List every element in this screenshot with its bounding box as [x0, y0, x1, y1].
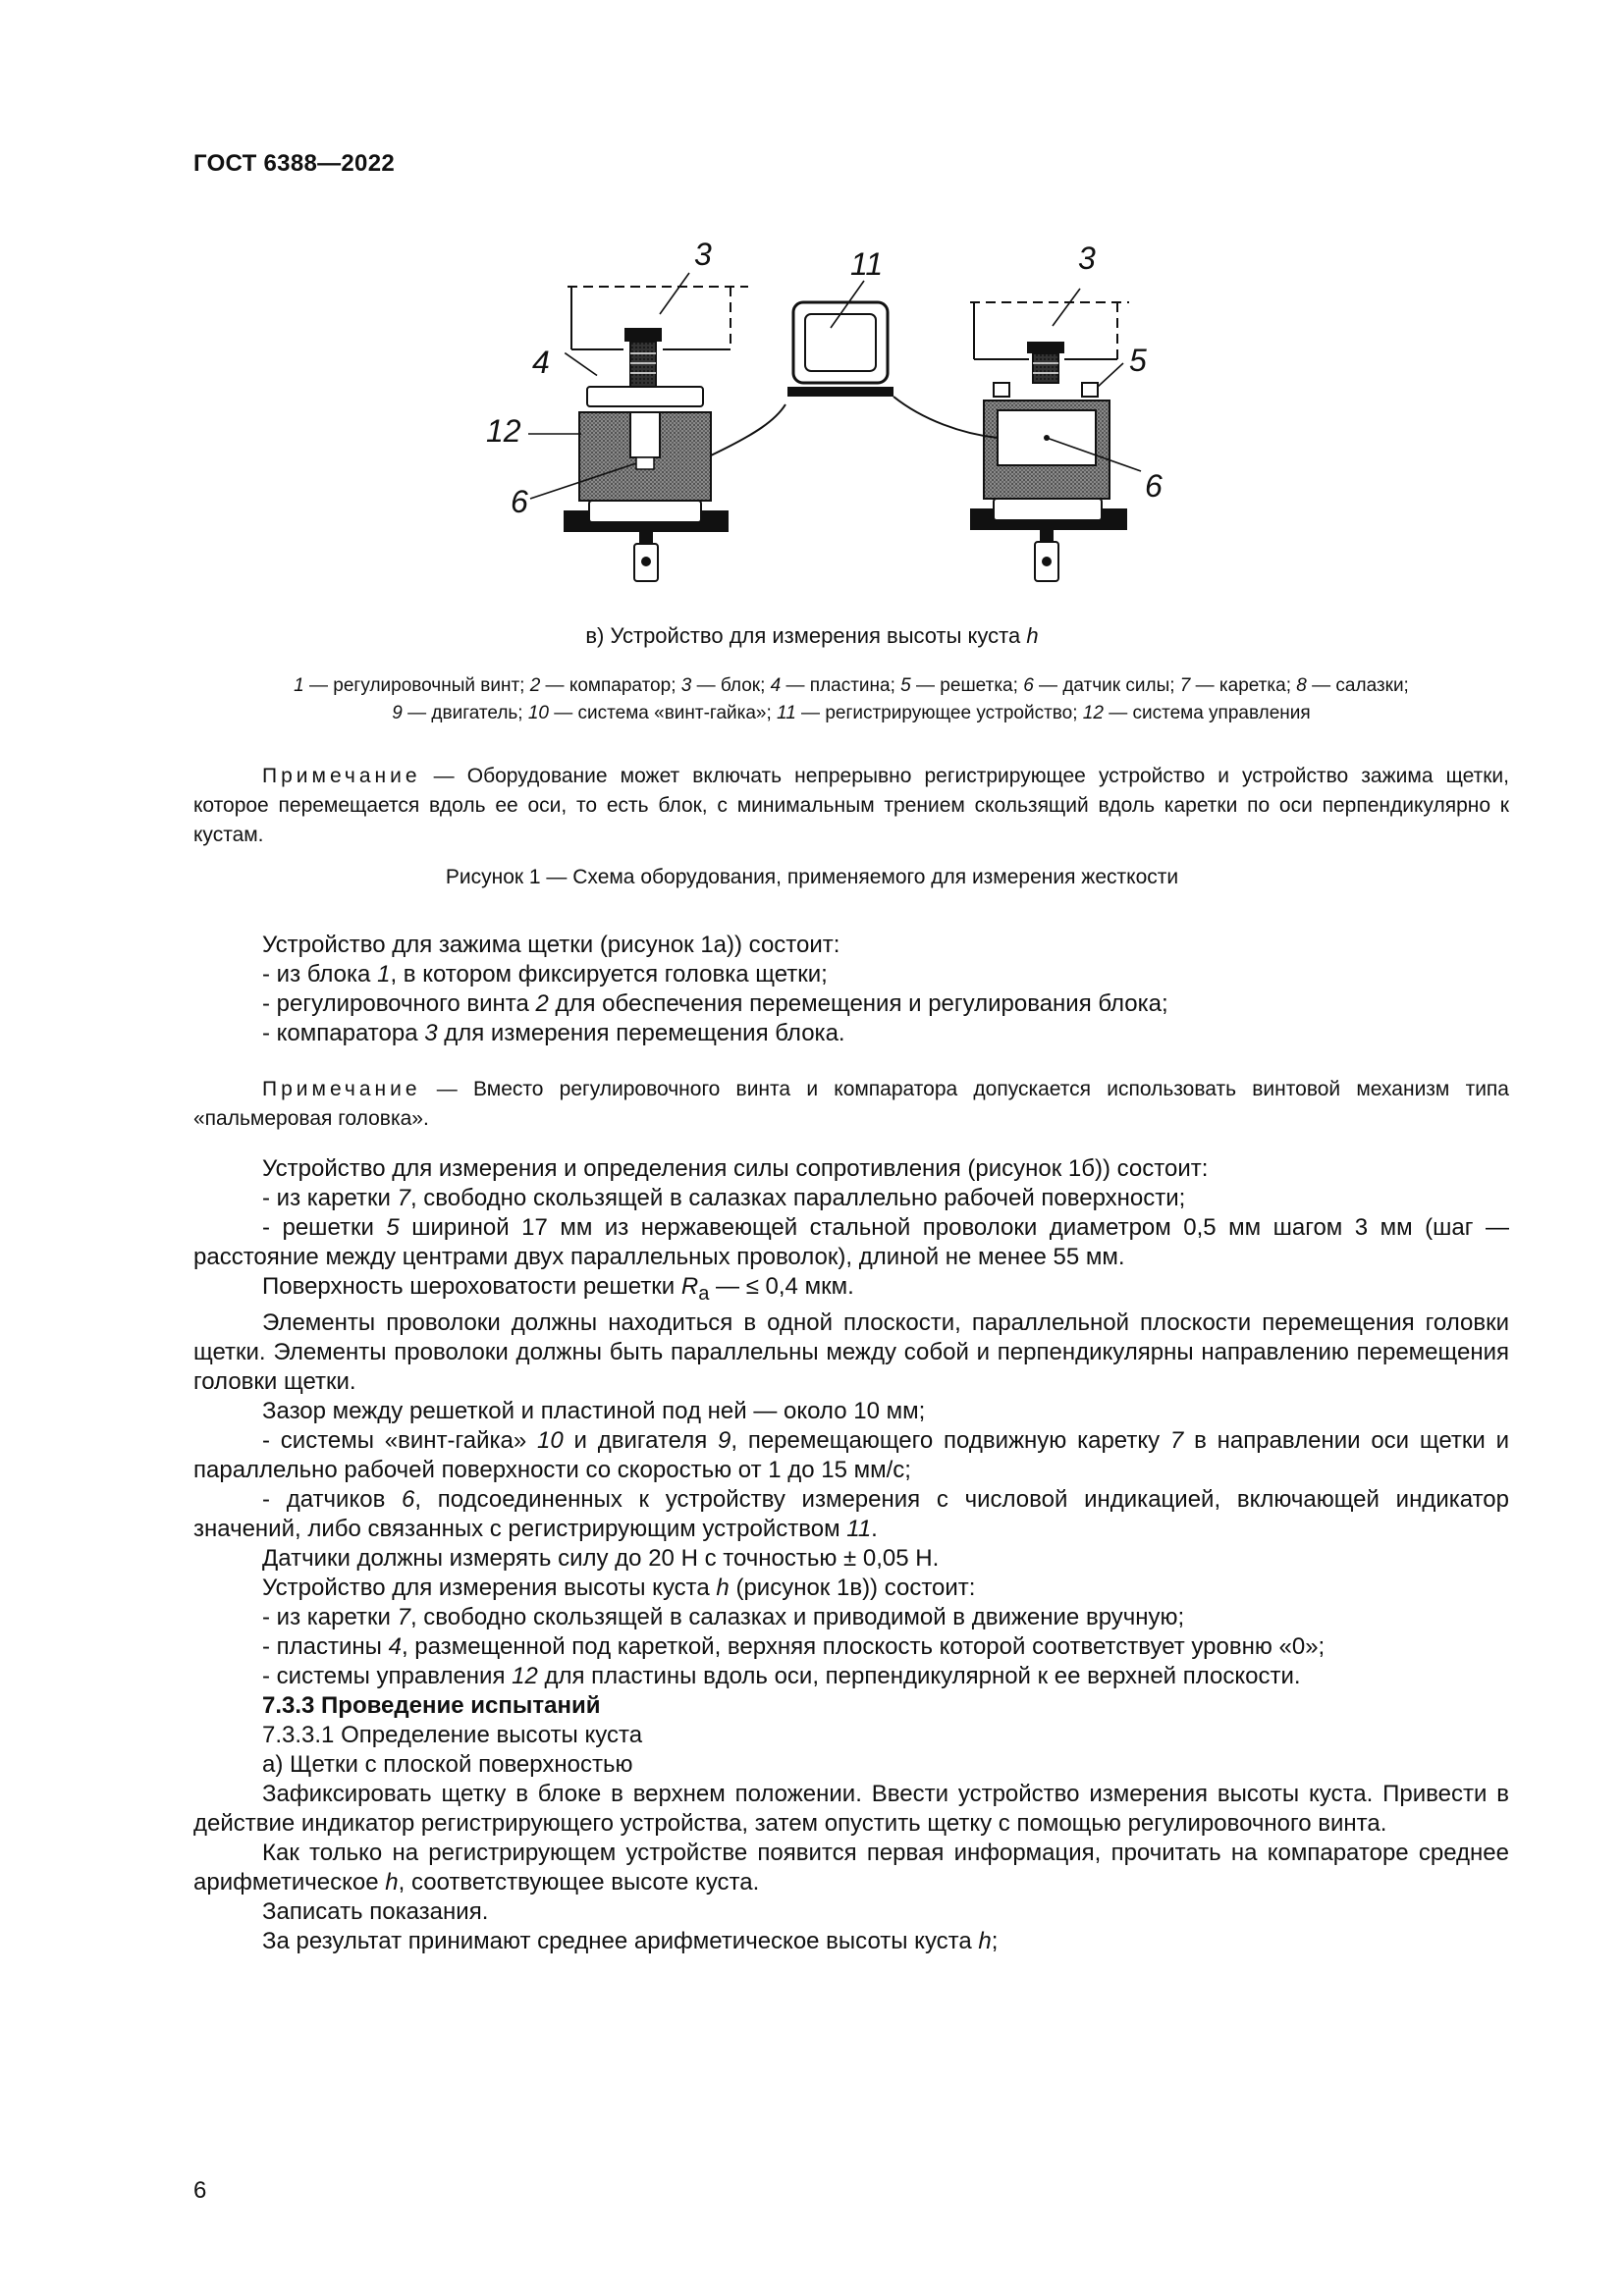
- recording-device: [787, 281, 893, 397]
- note-text: — Вместо регулировочного винта и компаратора допускается использовать винтовой механизм типа «пальмеровая головка».: [193, 1078, 1509, 1130]
- label-3-left: 3: [694, 237, 712, 272]
- text: Как только на регистрирующем устройстве появится первая информация, прочитать на компараторе среднее арифметическое: [193, 1839, 1509, 1896]
- right-apparatus: [893, 289, 1141, 581]
- ref-num: 9: [718, 1426, 731, 1454]
- label-3-right: 3: [1078, 240, 1096, 276]
- document-header: ГОСТ 6388—2022: [193, 150, 396, 177]
- ref-num: 11: [846, 1515, 872, 1542]
- ref-num: 2: [535, 990, 549, 1017]
- note-text: — Оборудование может включать непрерывно регистрирующее устройство и устройство зажима щетки, которое перемещается вдоль ее оси, то есть блок, с минимальным трением скользящий вдоль каретки по оси перпендикулярно к кустам.: [193, 765, 1509, 846]
- clamp-section: [193, 931, 1509, 1048]
- legend-num: 4: [770, 675, 782, 696]
- legend-num: 9: [392, 703, 403, 723]
- height-item-3: [193, 1662, 1509, 1691]
- note-equipment: [193, 762, 1509, 850]
- text: - из блока: [262, 961, 378, 988]
- screw-nut-item: [193, 1426, 1509, 1485]
- procedure-p3: Записать показания.: [262, 1897, 489, 1925]
- note-label: Примечание: [262, 1078, 421, 1100]
- case-a: а) Щетки с плоской поверхностью: [262, 1750, 633, 1778]
- resist-intro: Устройство для измерения и определения силы сопротивления (рисунок 1б)) состоит:: [262, 1155, 1209, 1182]
- label-12: 12: [486, 413, 521, 449]
- text: , в котором фиксируется головка щетки;: [390, 961, 828, 988]
- label-5: 5: [1129, 343, 1147, 378]
- legend-num: 1: [294, 675, 304, 696]
- text: (рисунок 1в)) состоит:: [729, 1574, 976, 1601]
- text: За результат принимают среднее арифметическое высоты куста: [262, 1927, 979, 1954]
- label-4: 4: [532, 345, 550, 380]
- text: - пластины: [262, 1632, 389, 1660]
- text: — ≤ 0,4 мкм.: [709, 1273, 854, 1300]
- ref-num: 4: [388, 1632, 402, 1660]
- legend-text: — датчик силы;: [1033, 675, 1180, 696]
- text: для пластины вдоль оси, перпендикулярной к ее верхней плоскости.: [537, 1662, 1301, 1689]
- caption-text: в) Устройство для измерения высоты куста: [585, 623, 1027, 648]
- text: , подсоединенных к устройству измерения с числовой индикацией, включающей индикатор значений, либо связанных с регистрирующим устройством: [193, 1485, 1509, 1542]
- resist-item-2: [193, 1213, 1509, 1272]
- text: , свободно скользящей в салазках параллельно рабочей поверхности;: [409, 1185, 1186, 1211]
- text: - компаратора: [262, 1020, 425, 1046]
- ref-num: 1: [377, 961, 391, 988]
- legend-num: 7: [1179, 675, 1191, 696]
- clamp-intro: Устройство для зажима щетки (рисунок 1а)) состоит:: [262, 932, 840, 958]
- height-item-2: [193, 1632, 1509, 1662]
- text: , соответствующее высоте куста.: [398, 1868, 760, 1896]
- legend-num: 11: [777, 703, 796, 723]
- figure-diagram: [442, 224, 1218, 616]
- apparatus-diagram: [442, 224, 1218, 616]
- legend-text: — салазки;: [1306, 675, 1409, 696]
- note-label: Примечание: [262, 765, 421, 787]
- label-11: 11: [850, 246, 884, 282]
- symbol: h: [978, 1927, 992, 1954]
- subsection-heading: 7.3.3.1 Определение высоты куста: [262, 1721, 643, 1748]
- figure-caption-v: [0, 623, 1624, 649]
- clamp-item-1: [193, 960, 1509, 989]
- left-apparatus: [528, 273, 785, 581]
- roughness-line: [193, 1272, 1509, 1308]
- text: - из каретки: [262, 1185, 398, 1211]
- text: , размещенной под кареткой, верхняя плоскость которой соответствует уровню «0»;: [401, 1632, 1326, 1660]
- legend-text: — регистрирующее устройство;: [795, 703, 1083, 723]
- legend-text: — двигатель;: [402, 703, 528, 723]
- text: - системы управления: [262, 1662, 513, 1689]
- procedure-p2: [193, 1839, 1509, 1897]
- text: .: [871, 1515, 878, 1542]
- text: ;: [991, 1927, 999, 1954]
- legend-num: 10: [527, 703, 549, 723]
- main-text: [193, 1154, 1509, 1956]
- text: - датчиков: [262, 1485, 403, 1513]
- text: - решетки: [262, 1214, 387, 1241]
- text: и двигателя: [563, 1426, 719, 1454]
- caption-var: h: [1026, 623, 1039, 648]
- ref-num: 7: [397, 1603, 410, 1630]
- text: шириной 17 мм из нержавеющей стальной проволоки диаметром 0,5 мм шагом 3 мм (шаг — расстояние между центрами двух параллельных проволок), длиной не менее 55 мм.: [193, 1214, 1509, 1270]
- text: Устройство для измерения высоты куста: [262, 1574, 717, 1601]
- text: Поверхность шероховатости решетки: [262, 1273, 681, 1300]
- sensors-accuracy: Датчики должны измерять силу до 20 Н с точностью ± 0,05 Н.: [262, 1544, 940, 1572]
- gap-line: Зазор между решеткой и пластиной под ней — около 10 мм;: [262, 1397, 926, 1424]
- resist-item-1: [193, 1184, 1509, 1213]
- symbol: h: [716, 1574, 730, 1601]
- note-paragraph: [193, 762, 1509, 850]
- text: в направлении оси щетки и параллельно рабочей поверхности со скоростью от 1 до 15 мм/с;: [193, 1426, 1509, 1483]
- ref-num: 7: [1169, 1426, 1184, 1454]
- legend-num: 5: [900, 675, 911, 696]
- subscript: a: [698, 1282, 710, 1305]
- legend-num: 3: [680, 675, 692, 696]
- legend-text: — система «винт-гайка»;: [549, 703, 778, 723]
- legend-text: — регулировочный винт;: [303, 675, 530, 696]
- page-number: 6: [193, 2177, 207, 2204]
- procedure-p1: Зафиксировать щетку в блоке в верхнем положении. Ввести устройство измерения высоты куста. Привести в действие индикатор регистрирующего устройства, затем опустить щетку с помощью регулировочного винта.: [193, 1780, 1509, 1837]
- text: , свободно скользящей в салазках и приводимой в движение вручную;: [409, 1603, 1185, 1630]
- text: - из каретки: [262, 1603, 398, 1630]
- label-6-right: 6: [1145, 468, 1163, 504]
- clamp-item-3: [193, 1019, 1509, 1048]
- symbol: h: [385, 1868, 399, 1896]
- figure-title: Рисунок 1 — Схема оборудования, применяемого для измерения жесткости: [445, 866, 1179, 888]
- ref-num: 12: [512, 1662, 538, 1689]
- ref-num: 6: [402, 1485, 415, 1513]
- procedure-p4: [193, 1927, 1509, 1956]
- text: - системы «винт-гайка»: [262, 1426, 538, 1454]
- legend-text: — компаратор;: [540, 675, 681, 696]
- legend-num: 2: [529, 675, 541, 696]
- text: - регулировочного винта: [262, 990, 536, 1017]
- ref-num: 5: [386, 1214, 400, 1241]
- ref-num: 10: [537, 1426, 564, 1454]
- wires-paragraph: Элементы проволоки должны находиться в одной плоскости, параллельной плоскости перемещения головки щетки. Элементы проволоки должны быть параллельны между собой и перпендикулярны направлению перемещения головки щетки.: [193, 1308, 1509, 1395]
- legend-text: — решетка;: [910, 675, 1024, 696]
- ref-num: 3: [424, 1020, 438, 1046]
- legend-text: — пластина;: [781, 675, 901, 696]
- text: , перемещающего подвижную каретку: [731, 1426, 1170, 1454]
- note-palmer: [193, 1075, 1509, 1134]
- figure-legend: [193, 672, 1509, 727]
- note-paragraph: [193, 1075, 1509, 1134]
- legend-num: 8: [1296, 675, 1307, 696]
- text: для измерения перемещения блока.: [437, 1020, 845, 1046]
- section-heading: 7.3.3 Проведение испытаний: [262, 1691, 601, 1719]
- ref-num: 7: [397, 1185, 410, 1211]
- legend-text: — блок;: [691, 675, 771, 696]
- legend-num: 12: [1082, 703, 1104, 723]
- height-item-1: [193, 1603, 1509, 1632]
- sensors-item: [193, 1485, 1509, 1544]
- height-intro: [193, 1574, 1509, 1603]
- text: для обеспечения перемещения и регулирования блока;: [548, 990, 1168, 1017]
- label-6-left: 6: [511, 484, 528, 519]
- clamp-item-2: [193, 989, 1509, 1019]
- legend-text: — каретка;: [1190, 675, 1297, 696]
- symbol: R: [680, 1273, 699, 1300]
- legend-num: 6: [1023, 675, 1034, 696]
- legend-text: — система управления: [1103, 703, 1311, 723]
